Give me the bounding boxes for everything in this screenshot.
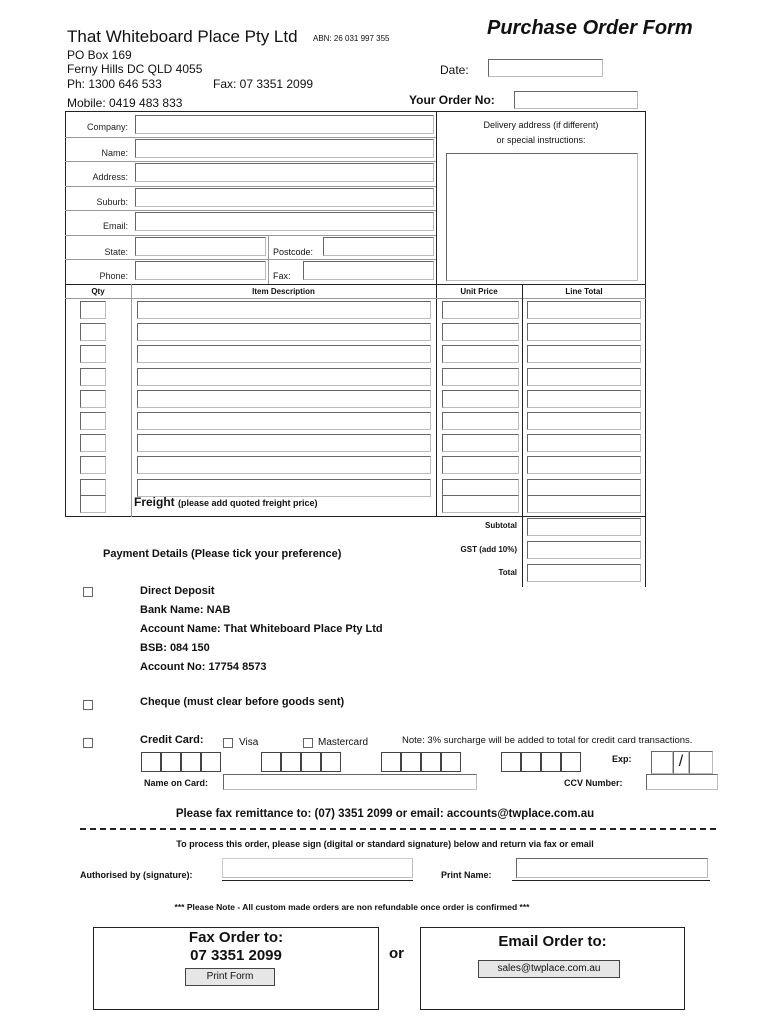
date-label: Date: <box>440 63 469 77</box>
item-description-field[interactable] <box>137 345 431 363</box>
item-qty-field[interactable] <box>80 390 106 408</box>
address-label: Address: <box>92 172 128 182</box>
card-digit-field[interactable] <box>401 752 421 772</box>
suburb-label: Suburb: <box>96 197 128 207</box>
qty-divider <box>131 284 132 517</box>
surcharge-note: Note: 3% surcharge will be added to total for credit card transactions. <box>402 735 693 746</box>
item-description-field[interactable] <box>137 412 431 430</box>
row-divider <box>65 210 436 211</box>
item-description-field[interactable] <box>137 434 431 452</box>
ccv-label: CCV Number: <box>564 778 623 788</box>
direct-deposit-checkbox[interactable] <box>83 587 93 597</box>
card-digit-field[interactable] <box>381 752 401 772</box>
email-label: Email: <box>102 221 128 231</box>
dashed-divider <box>80 828 716 830</box>
fax-order-number: 07 3351 2099 <box>190 947 282 964</box>
phone-field[interactable] <box>135 261 266 280</box>
subtotal-label: Subtotal <box>485 521 517 530</box>
order-no-label: Your Order No: <box>409 93 495 107</box>
email-field[interactable] <box>135 212 434 231</box>
suburb-line: Ferny Hills DC QLD 4055 <box>67 62 203 76</box>
order-no-field[interactable] <box>514 91 638 109</box>
name-on-card-label: Name on Card: <box>144 778 209 788</box>
item-qty-field[interactable] <box>80 456 106 474</box>
fax-field[interactable] <box>303 261 434 280</box>
fax-order-title: Fax Order to: <box>188 929 284 946</box>
direct-deposit-label: Direct Deposit <box>140 585 215 597</box>
mobile: Mobile: 0419 483 833 <box>67 96 183 110</box>
date-field[interactable] <box>488 59 603 77</box>
item-unit-price-field[interactable] <box>442 412 519 430</box>
cheque-checkbox[interactable] <box>83 700 93 710</box>
postcode-label: Postcode: <box>273 247 314 257</box>
item-line-total-field[interactable] <box>527 323 641 341</box>
description-header: Item Description <box>252 287 315 296</box>
item-line-total-field[interactable] <box>527 345 641 363</box>
phone: Ph: 1300 646 533 <box>67 77 162 91</box>
state-label: State: <box>104 247 128 257</box>
suburb-field[interactable] <box>135 188 434 207</box>
freight-total-field[interactable] <box>527 495 641 513</box>
delivery-address-field[interactable] <box>446 153 638 281</box>
print-name-label: Print Name: <box>441 870 492 880</box>
fax: Fax: 07 3351 2099 <box>213 77 314 91</box>
direct-deposit-details <box>140 582 383 677</box>
company-label: Company: <box>86 122 128 132</box>
gst-field[interactable] <box>527 541 641 559</box>
card-digit-field[interactable] <box>421 752 441 772</box>
row-divider <box>65 235 436 236</box>
account-name: Account Name: That Whiteboard Place Pty Ltd <box>140 623 383 635</box>
abn: ABN: 26 031 997 355 <box>313 34 390 43</box>
bank-name: Bank Name: NAB <box>140 604 231 616</box>
item-line-total-field[interactable] <box>527 368 641 386</box>
card-digit-field[interactable] <box>201 752 221 772</box>
card-digit-field[interactable] <box>321 752 341 772</box>
or-text: or <box>389 945 404 962</box>
nonrefundable-note: *** Please Note - All custom made orders are non refundable once order is confirmed *** <box>174 902 530 912</box>
item-qty-field[interactable] <box>80 412 106 430</box>
po-box: PO Box 169 <box>67 48 132 62</box>
remittance-note: Please fax remittance to: (07) 3351 2099 or email: accounts@twplace.com.au <box>175 808 595 820</box>
item-unit-price-field[interactable] <box>442 301 519 319</box>
item-unit-price-field[interactable] <box>442 368 519 386</box>
print-name-line <box>512 880 710 881</box>
card-digit-field[interactable] <box>261 752 281 772</box>
credit-card-checkbox[interactable] <box>83 738 93 748</box>
gst-label: GST (add 10%) <box>460 545 517 554</box>
exp-month-field[interactable] <box>651 751 673 774</box>
print-name-field[interactable] <box>516 858 708 878</box>
row-divider <box>65 259 436 260</box>
exp-label: Exp: <box>612 754 632 764</box>
name-field[interactable] <box>135 139 434 158</box>
total-field[interactable] <box>527 564 641 582</box>
card-digit-field[interactable] <box>501 752 521 772</box>
item-unit-price-field[interactable] <box>442 456 519 474</box>
item-qty-field[interactable] <box>80 368 106 386</box>
delivery-label-line1: Delivery address (if different) <box>483 120 599 130</box>
company-name: That Whiteboard Place Pty Ltd <box>67 27 298 46</box>
item-unit-price-field[interactable] <box>442 434 519 452</box>
ccv-field[interactable] <box>646 774 718 790</box>
item-description-field[interactable] <box>137 390 431 408</box>
card-digit-field[interactable] <box>181 752 201 772</box>
item-description-field[interactable] <box>137 301 431 319</box>
company-field[interactable] <box>135 115 434 134</box>
item-line-total-field[interactable] <box>527 390 641 408</box>
table-header-top <box>65 284 646 285</box>
row-divider <box>65 186 436 187</box>
item-qty-field[interactable] <box>80 301 106 319</box>
item-line-total-field[interactable] <box>527 301 641 319</box>
price-divider <box>522 284 523 517</box>
item-description-field[interactable] <box>137 323 431 341</box>
signature-field[interactable] <box>222 858 413 878</box>
mastercard-checkbox[interactable] <box>303 738 313 748</box>
process-note: To process this order, please sign (digital or standard signature) below and return via fax or email <box>176 839 594 849</box>
card-digit-field[interactable] <box>521 752 541 772</box>
freight-note: (please add quoted freight price) <box>178 498 318 508</box>
frame-divider <box>436 111 437 517</box>
account-no: Account No: 17754 8573 <box>140 661 267 673</box>
phone-label: Phone: <box>99 271 128 281</box>
fax-label: Fax: <box>273 271 291 281</box>
visa-label: Visa <box>239 737 259 748</box>
line-total-header: Line Total <box>565 287 603 296</box>
row-divider <box>65 137 436 138</box>
postcode-field[interactable] <box>323 237 434 256</box>
item-qty-field[interactable] <box>80 434 106 452</box>
subtotal-field[interactable] <box>527 518 641 536</box>
item-unit-price-field[interactable] <box>442 323 519 341</box>
exp-slash-field: / <box>673 751 689 774</box>
payment-heading: Payment Details (Please tick your preference) <box>103 548 342 560</box>
print-form-button[interactable]: Print Form <box>185 968 275 986</box>
cheque-label: Cheque (must clear before goods sent) <box>140 696 345 708</box>
bsb: BSB: 084 150 <box>140 642 210 654</box>
email-order-title: Email Order to: <box>498 933 607 950</box>
freight-price-field[interactable] <box>442 495 519 513</box>
card-digit-field[interactable] <box>281 752 301 772</box>
address-field[interactable] <box>135 163 434 182</box>
unit-price-header: Unit Price <box>460 287 498 296</box>
visa-checkbox[interactable] <box>223 738 233 748</box>
item-qty-field[interactable] <box>80 345 106 363</box>
item-line-total-field[interactable] <box>527 434 641 452</box>
item-line-total-field[interactable] <box>527 456 641 474</box>
card-digit-field[interactable] <box>161 752 181 772</box>
exp-year-field[interactable] <box>689 751 713 774</box>
item-qty-field[interactable] <box>80 323 106 341</box>
freight-qty-field[interactable] <box>80 495 106 513</box>
table-header-bottom <box>65 298 646 299</box>
form-title: Purchase Order Form <box>487 17 693 39</box>
credit-card-label: Credit Card: <box>140 734 204 746</box>
card-digit-field[interactable] <box>301 752 321 772</box>
item-description-field[interactable] <box>137 368 431 386</box>
total-label: Total <box>498 568 517 577</box>
authorised-label: Authorised by (signature): <box>80 870 193 880</box>
card-digit-field[interactable] <box>561 752 581 772</box>
freight-label <box>134 495 318 509</box>
freight-title: Freight <box>134 495 175 509</box>
mastercard-label: Mastercard <box>318 737 369 748</box>
delivery-label <box>440 118 642 148</box>
email-order-button[interactable]: sales@twplace.com.au <box>478 960 620 978</box>
item-unit-price-field[interactable] <box>442 390 519 408</box>
name-label: Name: <box>101 148 128 158</box>
state-field[interactable] <box>135 237 266 256</box>
item-unit-price-field[interactable] <box>442 345 519 363</box>
card-digit-field[interactable] <box>441 752 461 772</box>
row-divider <box>65 161 436 162</box>
qty-header: Qty <box>91 287 105 296</box>
card-digit-field[interactable] <box>541 752 561 772</box>
delivery-label-line2: or special instructions: <box>496 135 586 145</box>
signature-line <box>222 880 413 881</box>
item-line-total-field[interactable] <box>527 412 641 430</box>
card-digit-field[interactable] <box>141 752 161 772</box>
name-on-card-field[interactable] <box>223 774 477 790</box>
item-description-field[interactable] <box>137 456 431 474</box>
